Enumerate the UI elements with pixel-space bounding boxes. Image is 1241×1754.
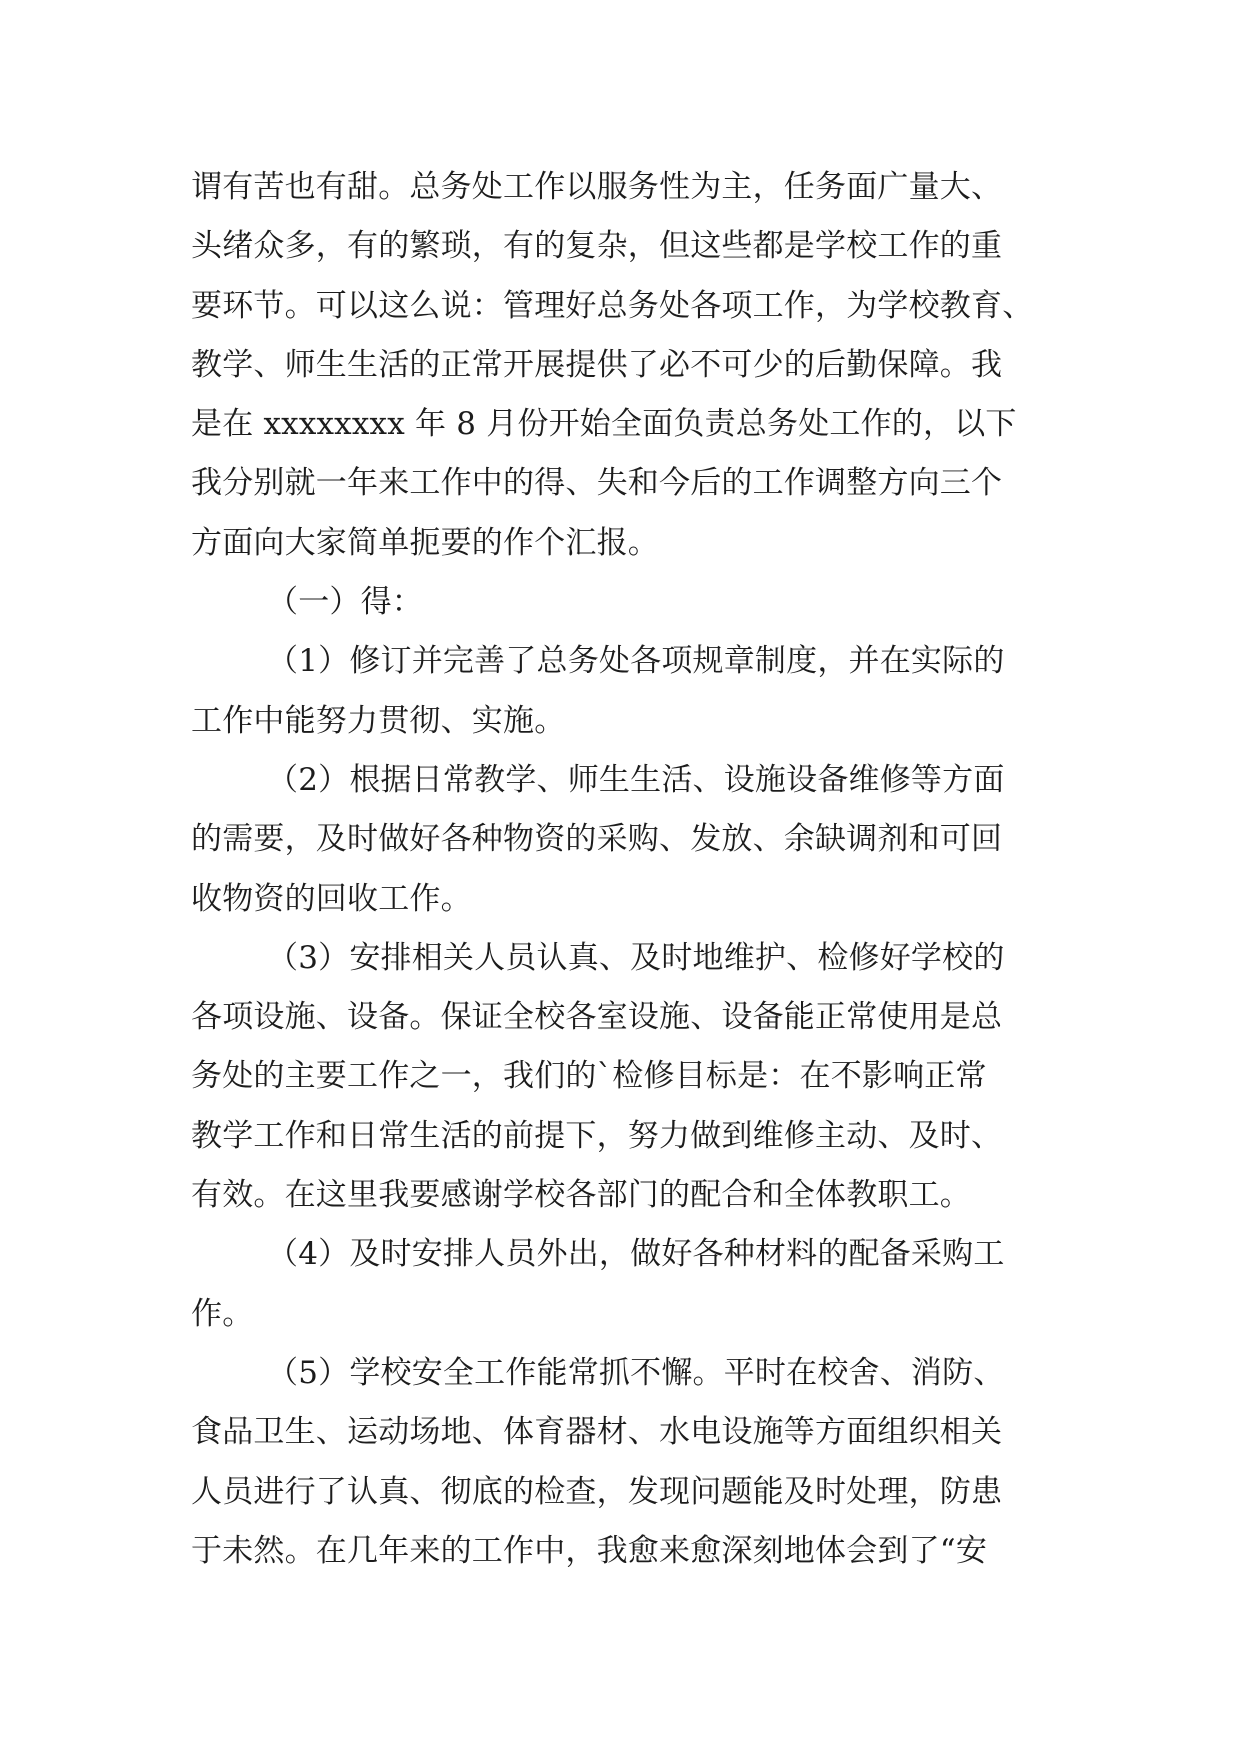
text-line: 我分别就一年来工作中的得、失和今后的工作调整方向三个 — [191, 465, 1003, 502]
text-line: 头绪众多，有的繁琐，有的复杂，但这些都是学校工作的重 — [191, 228, 1003, 265]
text-line: 各项设施、设备。保证全校各室设施、设备能正常使用是总 — [191, 999, 1003, 1036]
list-item-start: （5）学校安全工作能常抓不懈。平时在校舍、消防、 — [267, 1354, 1005, 1391]
text-line: 教学工作和日常生活的前提下，努力做到维修主动、及时、 — [191, 1117, 1003, 1154]
list-item-start: （2）根据日常教学、师生生活、设施设备维修等方面 — [267, 761, 1005, 798]
list-item-start: （3）安排相关人员认真、及时地维护、检修好学校的 — [267, 939, 1005, 976]
text-line: 有效。在这里我要感谢学校各部门的配合和全体教职工。 — [191, 1177, 971, 1214]
text-line: 于未然。在几年来的工作中，我愈来愈深刻地体会到了“安 — [191, 1532, 988, 1569]
text-line: 作。 — [191, 1295, 254, 1332]
document-body — [191, 158, 1071, 1581]
list-item-start: （1）修订并完善了总务处各项规章制度，并在实际的 — [267, 643, 1005, 680]
text-line: 方面向大家简单扼要的作个汇报。 — [191, 524, 659, 561]
section-heading: （一）得： — [267, 584, 423, 621]
text-line: 教学、师生生活的正常开展提供了必不可少的后勤保障。我 — [191, 346, 1003, 383]
text-line: 谓有苦也有甜。总务处工作以服务性为主，任务面广量大、 — [191, 169, 1003, 205]
list-item-start: （4）及时安排人员外出，做好各种材料的配备采购工 — [267, 1236, 1005, 1273]
text-line: 是在 xxxxxxxx 年 8 月份开始全面负责总务处工作的，以下 — [191, 406, 1017, 443]
text-line: 要环节。可以这么说：管理好总务处各项工作，为学校教育、 — [191, 287, 1034, 324]
text-line: 的需要，及时做好各种物资的采购、发放、余缺调剂和可回 — [191, 821, 1003, 858]
text-line: 收物资的回收工作。 — [191, 880, 472, 917]
text-line: 务处的主要工作之一，我们的`检修目标是：在不影响正常 — [191, 1058, 987, 1095]
text-line: 食品卫生、运动场地、体育器材、水电设施等方面组织相关 — [191, 1414, 1003, 1451]
text-line: 人员进行了认真、彻底的检查，发现问题能及时处理，防患 — [191, 1473, 1003, 1510]
text-line: 工作中能努力贯彻、实施。 — [191, 702, 566, 739]
